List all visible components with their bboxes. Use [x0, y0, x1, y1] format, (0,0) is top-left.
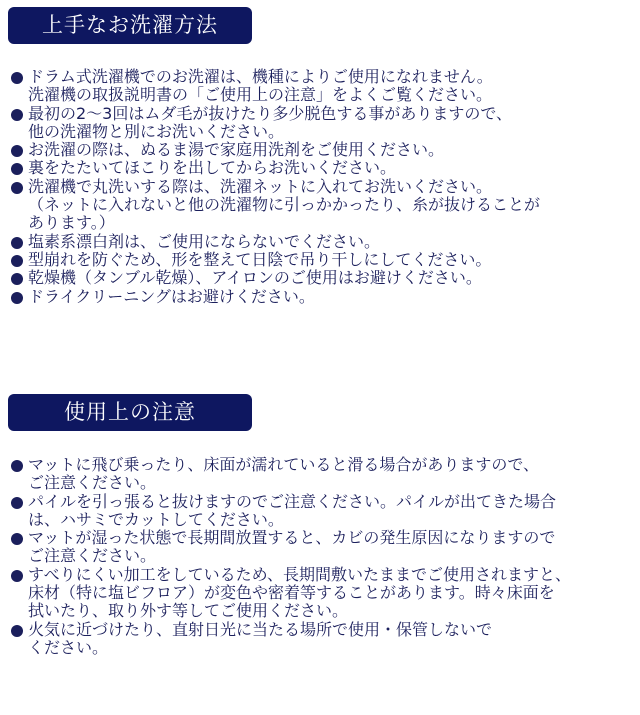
- bullet-dot-icon: [11, 273, 23, 285]
- list-item-text: ドラム式洗濯機でのお洗濯は、機種によりご使用になれません。: [28, 67, 493, 86]
- list-item-text: 最初の2～3回はムダ毛が抜けたり多少脱色する事がありますので、: [28, 103, 513, 123]
- bullet-dot-icon: [11, 533, 23, 545]
- list-item: [0, 178, 640, 196]
- bullet-dot-icon: [11, 460, 23, 472]
- list-item-text: 拭いたり、取り外す等してご使用ください。: [28, 601, 349, 621]
- list-item: [0, 269, 640, 287]
- list-item-text: パイルを引っ張ると抜けますのでご注意ください。パイルが出てきた場合: [28, 491, 557, 511]
- bullet-dot-icon: [11, 570, 23, 582]
- list-item: [0, 493, 640, 530]
- list-item-text: あります。）: [28, 213, 115, 233]
- bullet-dot-icon: [11, 255, 23, 267]
- washing-method-list: [0, 68, 640, 306]
- usage-caution-list: [0, 456, 640, 657]
- bullet-dot-icon: [11, 163, 23, 175]
- list-item-text: ドライクリーニングはお避けください。: [28, 286, 315, 306]
- bullet-dot-icon: [11, 182, 23, 194]
- list-item-text: は、ハサミでカットしてください。: [28, 509, 284, 529]
- list-item: [0, 105, 640, 142]
- list-item-text: マットが湿った状態で長期間放置すると、カビの発生原因になりますので: [28, 528, 556, 548]
- list-item: [0, 529, 640, 566]
- bullet-dot-icon: [11, 625, 23, 637]
- bullet-dot-icon: [11, 497, 23, 509]
- list-item-text: （ネットに入れないと他の洗濯物に引っかかったり、糸が抜けることが: [28, 195, 541, 215]
- list-item-text: お洗濯の際は、ぬるま湯で家庭用洗剤をご使用ください。: [28, 140, 445, 160]
- washing-method-title: 上手なお洗濯方法: [8, 7, 252, 44]
- list-item-text: すべりにくい加工をしているため、長期間敷いたままでご使用されますと、: [28, 564, 572, 584]
- list-item-text: ご注意ください。: [28, 546, 157, 566]
- list-item: [0, 141, 640, 159]
- list-item: [0, 566, 640, 621]
- list-item-text: 乾燥機（タンブル乾燥）、アイロンのご使用はお避けください。: [28, 268, 482, 288]
- list-item-text: 洗濯機の取扱説明書の「ご使用上の注意」をよくご覧ください。: [28, 85, 493, 105]
- list-item-text: 型崩れを防ぐため、形を整えて日陰で吊り干しにしてください。: [28, 249, 492, 269]
- list-item-text: ご注意ください。: [28, 473, 157, 493]
- list-item: [0, 456, 640, 493]
- bullet-dot-icon: [11, 72, 23, 84]
- list-item-text: 洗濯機で丸洗いする際は、洗濯ネットに入れてお洗いください。: [28, 176, 493, 196]
- usage-caution-title: 使用上の注意: [8, 394, 252, 431]
- list-item: [0, 621, 640, 658]
- bullet-dot-icon: [11, 237, 23, 249]
- list-item-text: ください。: [28, 637, 109, 657]
- list-item-text: マットに飛び乗ったり、床面が濡れていると滑る場合がありますので、: [28, 455, 540, 474]
- list-item-text: 床材（特に塩ビフロア）が変色や密着等することがあります。時々床面を: [28, 583, 555, 603]
- list-item: [0, 159, 640, 177]
- bullet-dot-icon: [11, 292, 23, 304]
- list-item: [0, 288, 640, 306]
- bullet-dot-icon: [11, 145, 23, 157]
- list-item-text: 塩素系漂白剤は、ご使用にならないでください。: [28, 231, 381, 251]
- list-item-text: 火気に近づけたり、直射日光に当たる場所で使用・保管しないで: [28, 619, 493, 639]
- list-item: [0, 68, 640, 105]
- bullet-dot-icon: [11, 109, 23, 121]
- list-item: [0, 233, 640, 251]
- list-item: [0, 251, 640, 269]
- list-item-text: 他の洗濯物と別にお洗いください。: [28, 121, 285, 141]
- list-note: [0, 196, 640, 233]
- list-item-text: 裏をたたいてほこりを出してからお洗いください。: [28, 158, 397, 178]
